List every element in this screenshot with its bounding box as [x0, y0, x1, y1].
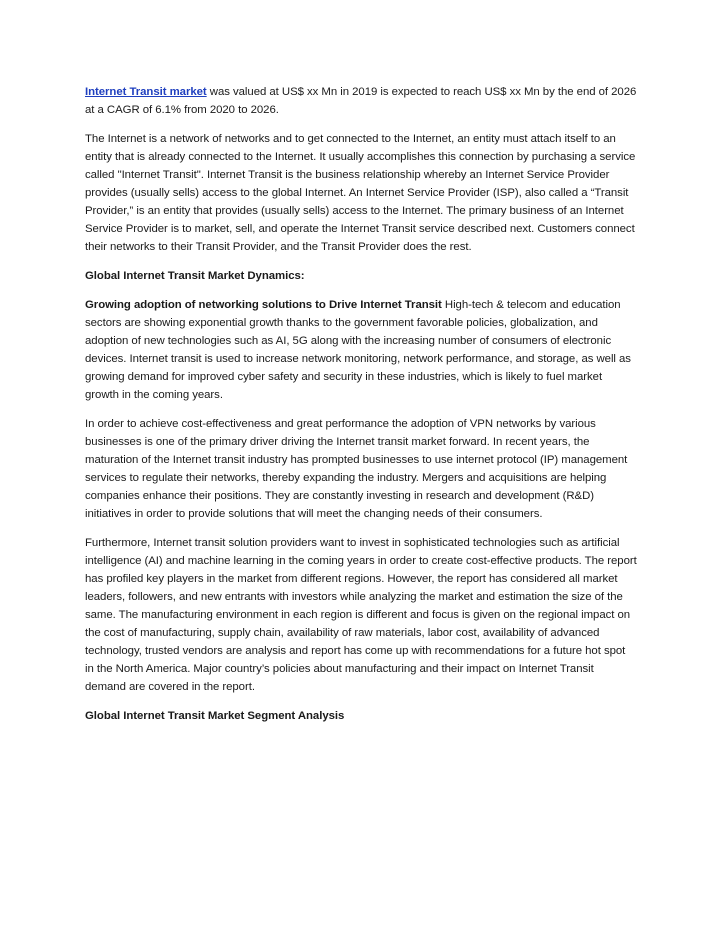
intro-paragraph: [85, 83, 637, 119]
internet-definition-paragraph: The Internet is a network of networks and to get connected to the Internet, an entity must attach itself to an entity that is already connected to the Internet. It usually accomplishes this connection by purchasing a service called "Internet Transit". Internet Transit is the business relationship whereby an Internet Service Provider provides (usually sells) access to the global Internet. An Internet Service Provider (ISP), also called a “Transit Provider,” is an entity that provides (usually sells) access to the Internet. The primary business of an Internet Service Provider is to market, sell, and operate the Internet Transit service described next. Customers connect their networks to their Transit Provider, and the Transit Provider does the rest.: [85, 133, 636, 253]
intro-text: was valued at US$ xx Mn in 2019 is expected to reach US$ xx Mn by the end of 2026 at a CAGR of 6.1% from 2020 to 2026.: [85, 86, 637, 116]
growing-adoption-paragraph: [85, 296, 637, 404]
internet-transit-market-link[interactable]: Internet Transit market: [85, 86, 207, 98]
segment-analysis-heading: Global Internet Transit Market Segment Analysis: [85, 710, 345, 722]
vpn-adoption-paragraph: In order to achieve cost-effectiveness and great performance the adoption of VPN networks by various businesses is one of the primary driver driving the Internet transit market forward. In recent years, the maturation of the Internet transit industry has prompted businesses to use internet protocol (IP) management services to regulate their networks, thereby expanding the industry. Mergers and acquisitions are helping companies enhance their positions. They are constantly investing in research and development (R&D) initiatives in order to provide solutions that will meet the changing needs of their consumers.: [85, 418, 628, 520]
growing-adoption-lead: Growing adoption of networking solutions to Drive Internet Transit: [85, 299, 442, 311]
growing-adoption-text: High-tech & telecom and education sectors are showing exponential growth thanks to the government favorable policies, globalization, and adoption of new technologies such as AI, 5G along with the increasing number of consumers of electronic devices. Internet transit is used to increase network monitoring, network performance, and storage, as well as growing demand for improved cyber safety and security in these industries, which is likely to fuel market growth in the coming years.: [85, 299, 631, 401]
market-dynamics-heading: Global Internet Transit Market Dynamics:: [85, 270, 305, 282]
technology-investment-paragraph: Furthermore, Internet transit solution providers want to invest in sophisticated technologies such as artificial intelligence (AI) and machine learning in the coming years in order to create cost-effective products. The report has profiled key players in the market from different regions. However, the report has considered all market leaders, followers, and new entrants with investors while analyzing the market and estimation the size of the same. The manufacturing environment in each region is different and focus is given on the regional impact on the cost of manufacturing, supply chain, availability of raw materials, labor cost, availability of advanced technology, trusted vendors are analysis and report has come up with recommendations for a future hot spot in the North America. Major country’s policies about manufacturing and their impact on Internet Transit demand are covered in the report.: [85, 537, 637, 693]
document-body: [85, 83, 637, 736]
